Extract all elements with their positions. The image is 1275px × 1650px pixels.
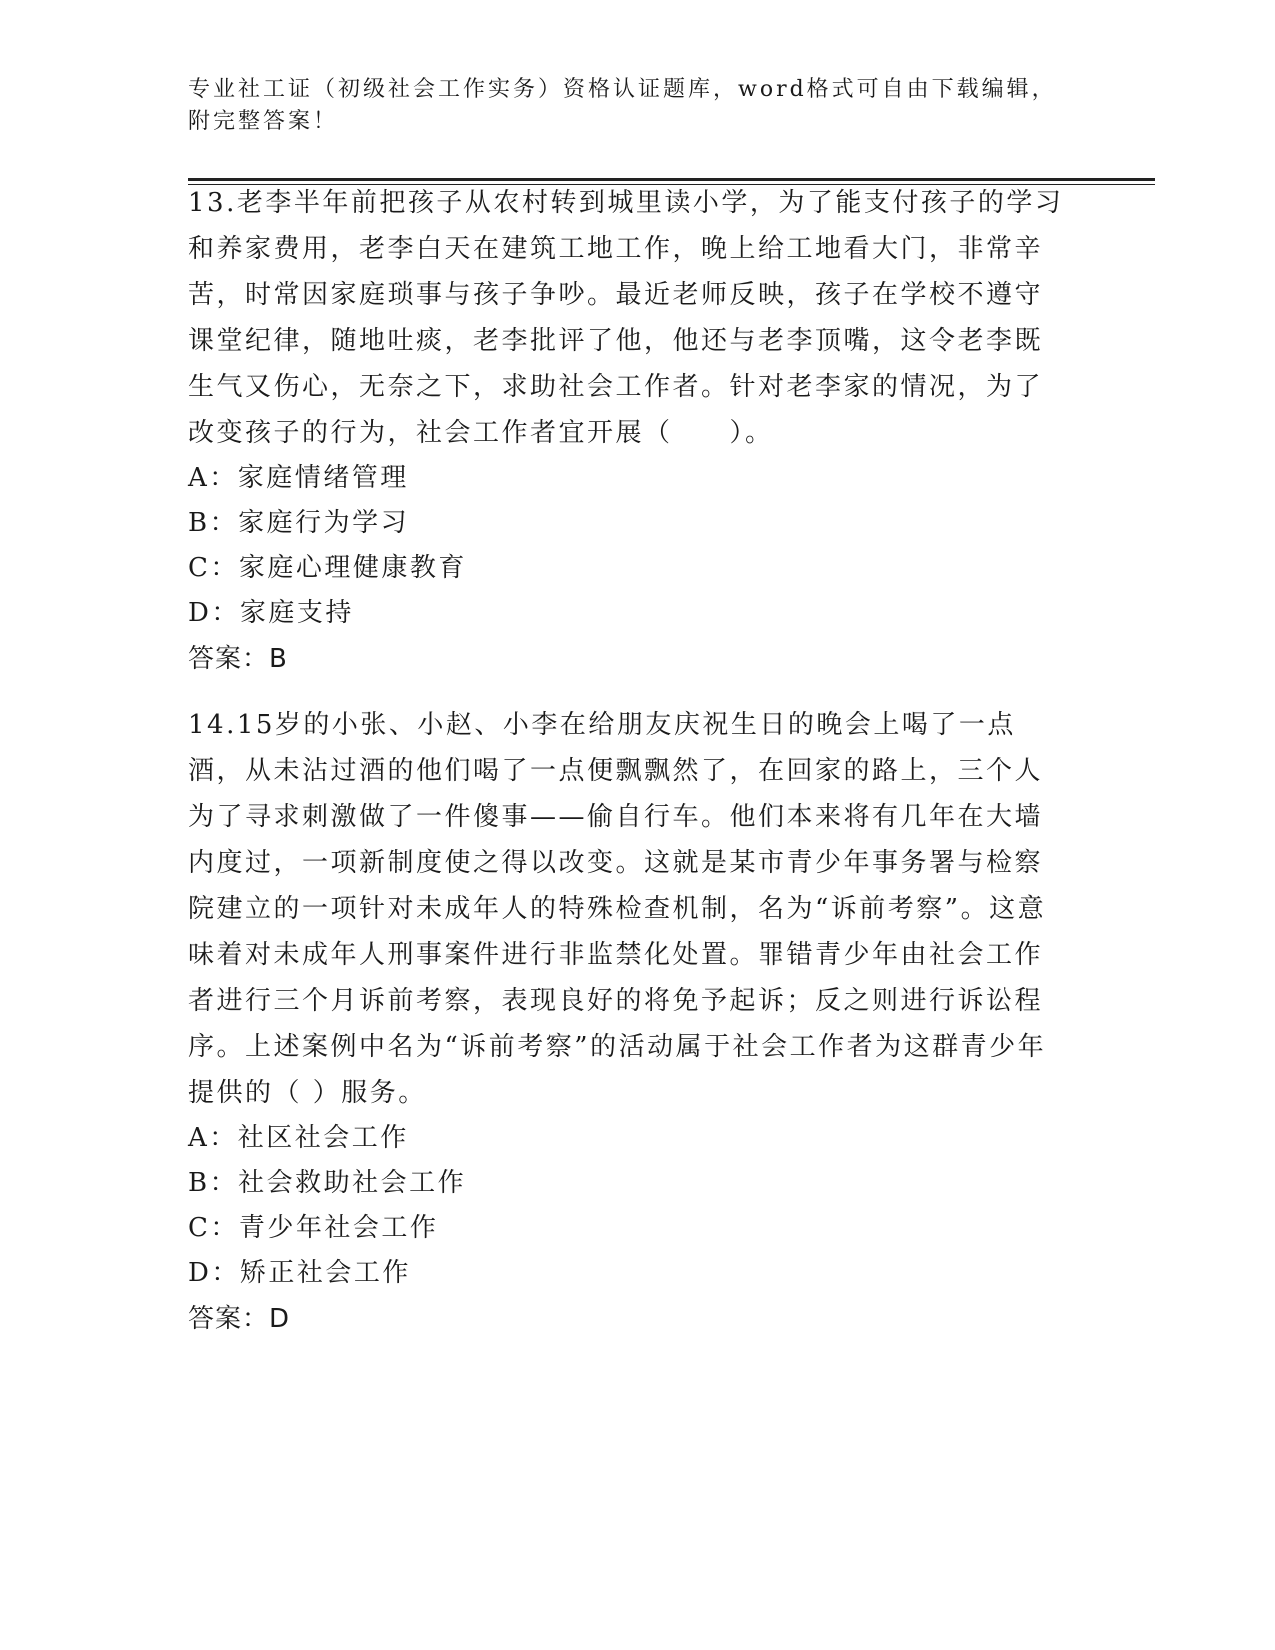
- option-b: B：家庭行为学习: [188, 508, 410, 538]
- question-13: [188, 180, 1068, 682]
- answer-label: 答案：D: [188, 1304, 291, 1334]
- question-stem: 13.老李半年前把孩子从农村转到城里读小学，为了能支付孩子的学习和养家费用，老李白天在建筑工地工作，晚上给工地看大门，非常辛苦，时常因家庭琐事与孩子争吵。最近老师反映，孩子在学校不遵守课堂纪律，随地吐痰，老李批评了他，他还与老李顶嘴，这令老李既生气又伤心，无奈之下，求助社会工作者。针对老李家的情况，为了改变孩子的行为，社会工作者宜开展（ ）。: [188, 188, 1064, 448]
- question-stem: 14.15岁的小张、小赵、小李在给朋友庆祝生日的晚会上喝了一点酒，从未沾过酒的他们喝了一点便飘飘然了，在回家的路上，三个人为了寻求刺激做了一件傻事——偷自行车。他们本来将有几年在大墙内度过，一项新制度使之得以改变。这就是某市青少年事务署与检察院建立的一项针对未成年人的特殊检查机制，名为“诉前考察”。这意味着对未成年人刑事案件进行非监禁化处置。罪错青少年由社会工作者进行三个月诉前考察，表现良好的将免予起诉；反之则进行诉讼程序。上述案例中名为“诉前考察”的活动属于社会工作者为这群青少年提供的（ ）服务。: [188, 710, 1047, 1108]
- question-14: [188, 702, 1068, 1342]
- option-d: D：矫正社会工作: [188, 1258, 411, 1288]
- answer-label: 答案：B: [188, 644, 288, 674]
- option-b: B：社会救助社会工作: [188, 1168, 467, 1198]
- page-header: 专业社工证（初级社会工作实务）资格认证题库，word格式可自由下载编辑，附完整答案！: [188, 77, 1057, 134]
- option-a: A：社区社会工作: [188, 1123, 409, 1153]
- option-c: C：青少年社会工作: [188, 1213, 439, 1243]
- option-c: C：家庭心理健康教育: [188, 553, 467, 583]
- option-d: D：家庭支持: [188, 598, 354, 628]
- option-a: A：家庭情绪管理: [188, 463, 409, 493]
